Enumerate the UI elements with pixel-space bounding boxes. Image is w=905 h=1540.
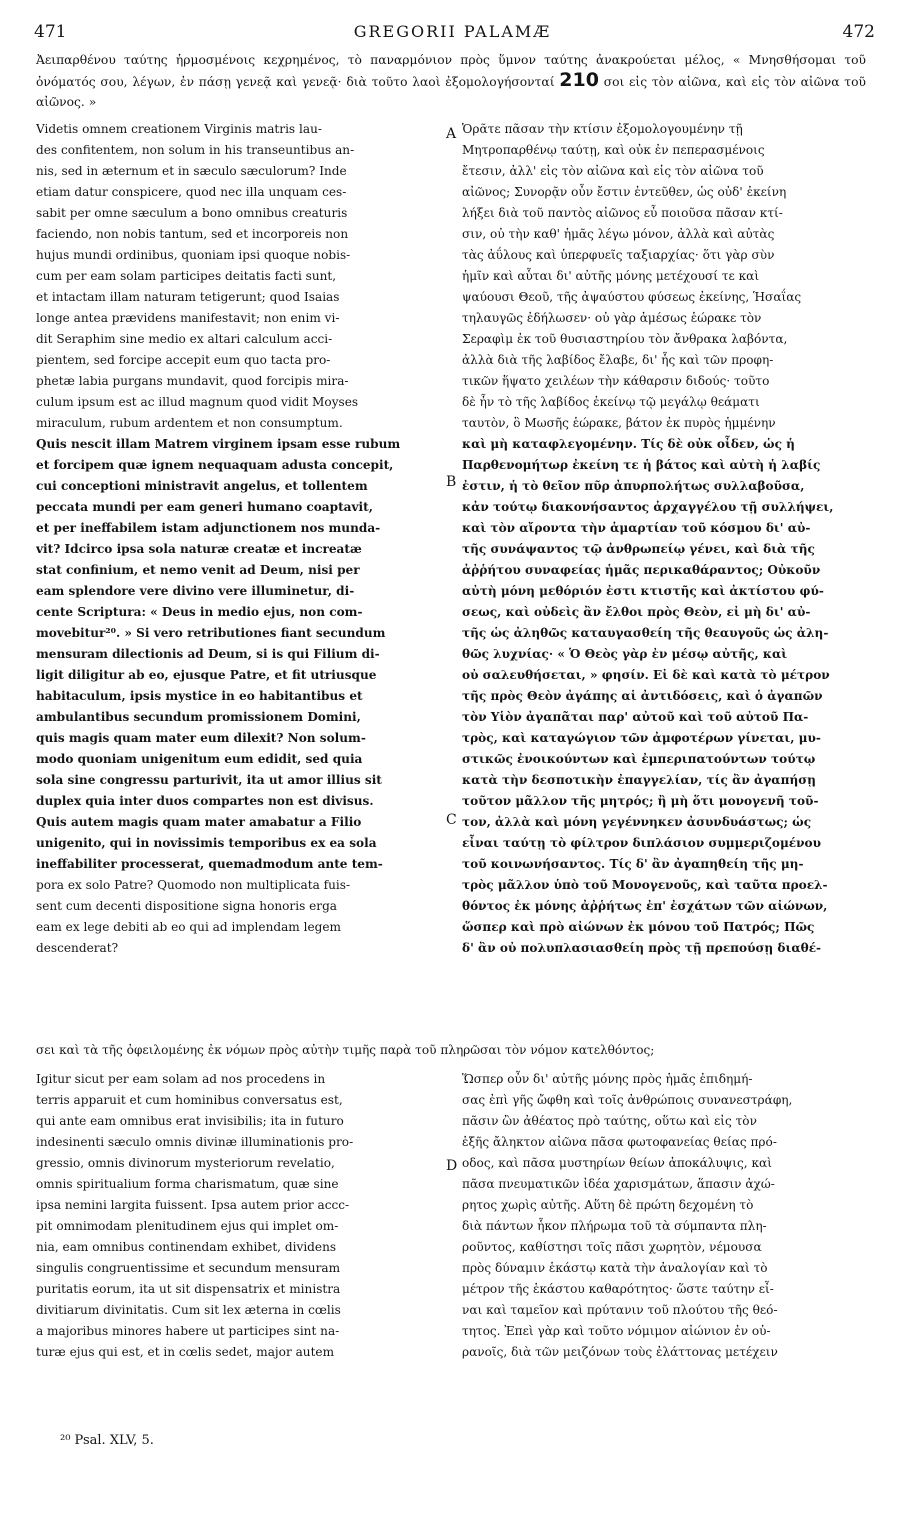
- text-line: στικῶς ἐνοικούντων καὶ ἐμπεριπατούντων τούτῳ: [462, 752, 816, 766]
- text-line: et intactam illam naturam tetigerunt; quod Isaias: [36, 290, 340, 304]
- text-line: Ὥσπερ οὖν δι' αὐτῆς μόνης πρὸς ἡμᾶς ἐπιδημή-: [462, 1072, 753, 1086]
- text-line: sola sine congressu parturivit, ita ut amor illius sit: [36, 773, 382, 787]
- text-line: ψαύουσι Θεοῦ, τῆς ἀψαύστου φύσεως ἐκείνης, Ἡσαΐας: [462, 290, 802, 304]
- page-header: [0, 20, 905, 44]
- text-line: a majoribus minores habere ut participes sint na-: [36, 1324, 340, 1338]
- footnote: ²⁰ Psal. XLV, 5.: [60, 1433, 154, 1448]
- text-line: τρὸς, καὶ καταγώγιον τῶν ἀμφοτέρων γίνεται, μυ-: [462, 731, 821, 745]
- text-line: dit Seraphim sine medio ex altari calculum acci-: [36, 332, 333, 346]
- text-line: cui conceptioni ministravit angelus, et tollentem: [36, 479, 368, 493]
- text-line: τοῦ κοινωνήσαντος. Τίς δ' ἂν ἀγαπηθείη τῆς μη-: [462, 857, 804, 871]
- text-line: ρανοῖς, διὰ τῶν μειζόνων τοὺς ἐλάττονας μετέχειν: [462, 1345, 778, 1359]
- text-line: καὶ τὸν αἴροντα τὴν ἁμαρτίαν τοῦ κόσμου δι' αὐ-: [462, 521, 811, 535]
- text-line: ambulantibus secundum promissionem Domini,: [36, 710, 361, 724]
- text-line: ρητος χωρὶς αὐτῆς. Αὕτη δὲ πρώτη δεχομένη τὸ: [462, 1198, 754, 1212]
- text-line: οδος, καὶ πᾶσα μυστηρίων θείων ἀποκάλυψις, καὶ: [462, 1156, 772, 1170]
- text-line: τῆς ὡς ἀληθῶς καταυγασθείη τῆς θεαυγοῦς ὡς ἀλη-: [462, 626, 829, 640]
- text-line: ἀῤῥήτου συναφείας ἡμᾶς περικαθάραντος; Οὐκοῦν: [462, 563, 821, 577]
- text-line: αἰῶνος; Συνορᾷν οὖν ἔστιν ἐντεῦθεν, ὡς οὐδ' ἐκείνη: [462, 185, 787, 199]
- text-line: τον, ἀλλὰ καὶ μόνη γεγέννηκεν ἀσυνδυάστως; ὡς: [462, 815, 812, 829]
- text-line: ἐστιν, ἡ τὸ θεῖον πῦρ ἀπυρπολήτως συλλαβοῦσα,: [462, 479, 805, 493]
- text-line: ταυτὸν, ὃ Μωσῆς ἑώρακε, βάτον ἐκ πυρὸς ἡμμένην: [462, 416, 776, 430]
- text-line: terris apparuit et cum hominibus conversatus est,: [36, 1093, 343, 1107]
- text-line: eam splendore vere divino vere illuminetur, di-: [36, 584, 355, 598]
- text-line: Videtis omnem creationem Virginis matris lau-: [36, 122, 322, 136]
- text-line: culum ipsum est ac illud magnum quod vidit Moyses: [36, 395, 359, 409]
- text-line: Ὁρᾶτε πᾶσαν τὴν κτίσιν ἐξομολογουμένην τῇ: [462, 122, 743, 136]
- continuation-text-after: σοι εἰς τὸν αἰῶνα, καὶ εἰς τὸν αἰῶνα τοῦ αἰῶνος. »: [36, 75, 866, 109]
- column-number-marker: 210: [559, 69, 599, 91]
- greek-continuation-block: [36, 50, 866, 112]
- text-line: phetæ labia purgans mundavit, quod forcipis mira-: [36, 374, 349, 388]
- text-line: pora ex solo Patre? Quomodo non multiplicata fuis-: [36, 878, 351, 892]
- text-line: σας ἐπὶ γῆς ὤφθη καὶ τοῖς ἀνθρώποις συνανεστράφη,: [462, 1093, 793, 1107]
- section-marker-b: B: [446, 474, 457, 490]
- text-line: sabit per omne sæculum a bono omnibus creaturis: [36, 206, 348, 220]
- text-line: κἀν τούτῳ διακονήσαντος ἀρχαγγέλου τῇ συλλήψει,: [462, 500, 834, 514]
- running-title: GREGORII PALAMÆ: [353, 22, 552, 41]
- text-line: δ' ἂν οὐ πολυπλασιασθείη πρὸς τῇ πρεπούσῃ διαθέ-: [462, 941, 822, 955]
- text-line: ἔτεσιν, ἀλλ' εἰς τὸν αἰῶνα καὶ εἰς τὸν αἰῶνα τοῦ: [462, 164, 764, 178]
- text-line: σεως, καὶ οὐδεὶς ἂν ἔλθοι πρὸς Θεὸν, εἰ μὴ δι' αὐ-: [462, 605, 811, 619]
- text-line: τῆς συνάψαντος τῷ ἀνθρωπείῳ γένει, καὶ διὰ τῆς: [462, 542, 815, 556]
- text-line: θῶς λυχνίας· « Ὁ Θεὸς γὰρ ἐν μέσῳ αὐτῆς, καὶ: [462, 647, 788, 661]
- section-marker-a: A: [446, 126, 457, 142]
- text-line: sent cum decenti dispositione signa honoris erga: [36, 899, 338, 913]
- continuation-text-before: Ἀειπαρθένου ταύτης ἡρμοσμένοις κεχρημένος, τὸ παναρμόνιον πρὸς ὕμνον ταύτης ἀνακρούεται μέλος, « Μνησθήσομαι τοῦ ὀνόματός σου, λέγων, ἐν πάσῃ γενεᾷ καὶ γενεᾷ· διὰ τοῦτο λαοὶ ἐξομολογήσονταί: [36, 53, 866, 89]
- text-line: πᾶσιν ὢν ἀθέατος πρὸ ταύτης, οὕτω καὶ εἰς τὸν: [462, 1114, 757, 1128]
- text-line: divitiarum divinitatis. Cum sit lex æterna in cœlis: [36, 1303, 341, 1317]
- text-line: singulis congruentissime et secundum mensuram: [36, 1261, 341, 1275]
- text-line: unigenito, qui in novissimis temporibus ex ea sola: [36, 836, 377, 850]
- text-line: τητος. Ἐπεὶ γὰρ καὶ τοῦτο νόμιμον αἰώνιον ἐν οὐ-: [462, 1324, 771, 1338]
- greek-column-1: [462, 119, 874, 959]
- text-line: πρὸς δύναμιν ἑκάστῳ κατὰ τὴν ἀναλογίαν καὶ τὸ: [462, 1261, 768, 1275]
- text-line: gressio, omnis divinorum mysteriorum revelatio,: [36, 1156, 335, 1170]
- text-line: cente Scriptura: « Deus in medio ejus, non com-: [36, 605, 363, 619]
- text-line: τικῶν ἥψατο χειλέων τὴν κάθαρσιν διδούς· τοῦτο: [462, 374, 770, 388]
- text-line: eam ex lege debiti ab eo qui ad implendam legem: [36, 920, 342, 934]
- text-line: τῆς πρὸς Θεὸν ἀγάπης αἱ ἀντιδόσεις, καὶ ὁ ἀγαπῶν: [462, 689, 823, 703]
- text-line: vit? Idcirco ipsa sola naturæ creatæ et increatæ: [36, 542, 362, 556]
- text-line: Παρθενομήτωρ ἐκείνη τε ἡ βάτος καὶ αὐτὴ ἡ λαβίς: [462, 458, 821, 472]
- text-line: ineffabiliter processerat, quemadmodum ante tem-: [36, 857, 383, 871]
- text-line: puritatis eorum, ita ut sit dispensatrix et ministra: [36, 1282, 341, 1296]
- text-line: mensuram dilectionis ad Deum, si is qui Filium di-: [36, 647, 380, 661]
- text-line: τοῦτον μᾶλλον τῆς μητρός; ἢ μὴ ὅτι μονογενῆ τοῦ-: [462, 794, 819, 808]
- text-line: pit omnimodam plenitudinem ejus qui implet om-: [36, 1219, 339, 1233]
- page-number-left: 471: [34, 22, 67, 42]
- text-line: peccata mundi per eam generi humano coaptavit,: [36, 500, 373, 514]
- section-marker-c: C: [446, 812, 457, 828]
- text-line: quis magis quam mater eum dilexit? Non solum-: [36, 731, 366, 745]
- text-line: τρὸς μᾶλλον ὑπὸ τοῦ Μονογενοῦς, καὶ ταῦτα προελ-: [462, 878, 828, 892]
- text-line: ἡμῖν καὶ αὗται δι' αὐτῆς μόνης μετέχουσί τε καὶ: [462, 269, 760, 283]
- text-line: οὐ σαλευθήσεται, » φησίν. Εἰ δὲ καὶ κατὰ τὸ μέτρον: [462, 668, 830, 682]
- text-line: μέτρον τῆς ἑκάστου καθαρότητος· ὥστε ταύτην εἶ-: [462, 1282, 774, 1296]
- text-line: indesinenti sæculo omnis divinæ illuminationis pro-: [36, 1135, 354, 1149]
- text-line: modo quoniam unigenitum eum edidit, sed quia: [36, 752, 363, 766]
- text-line: miraculum, rubum ardentem et non consumptum.: [36, 416, 343, 430]
- text-line: etiam datur conspicere, quod nec illa unquam ces-: [36, 185, 347, 199]
- text-line: Μητροπαρθένῳ ταύτῃ, καὶ οὐκ ἐν πεπερασμένοις: [462, 143, 765, 157]
- text-line: ὥσπερ καὶ πρὸ αἰώνων ἐκ μόνου τοῦ Πατρός; Πῶς: [462, 920, 815, 934]
- text-line: qui ante eam omnibus erat invisibilis; ita in futuro: [36, 1114, 344, 1128]
- text-line: ἀλλὰ διὰ τῆς λαβίδος ἔλαβε, δι' ἧς καὶ τῶν προφη-: [462, 353, 774, 367]
- text-line: et per ineffabilem istam adjunctionem nos munda-: [36, 521, 381, 535]
- text-line: hujus mundi ordinibus, quoniam ipsi quoque nobis-: [36, 248, 351, 262]
- latin-column-2: [36, 1069, 454, 1363]
- text-line: αὐτὴ μόνη μεθόριόν ἐστι κτιστῆς καὶ ἀκτίστου φύ-: [462, 584, 824, 598]
- text-line: λήξει διὰ τοῦ παντὸς αἰῶνος εὖ ποιοῦσα πᾶσαν κτί-: [462, 206, 783, 220]
- text-line: turæ ejus qui est, et in cœlis sedet, major autem: [36, 1345, 335, 1359]
- text-line: Quis nescit illam Matrem virginem ipsam esse rubum: [36, 437, 401, 451]
- separator-line: σει καὶ τὰ τῆς ὀφειλομένης ἐκ νόμων πρὸς αὐτὴν τιμῆς παρὰ τοῦ πληρῶσαι τὸν νόμον κατελθόντος;: [36, 1043, 655, 1057]
- text-line: τηλαυγῶς ἐδήλωσεν· οὐ γὰρ ἀμέσως ἑώρακε τὸν: [462, 311, 762, 325]
- text-line: et forcipem quæ ignem nequaquam adusta concepit,: [36, 458, 394, 472]
- text-line: longe antea prævidens manifestavit; non enim vi-: [36, 311, 340, 325]
- text-line: stat confinium, et nemo venit ad Deum, nisi per: [36, 563, 360, 577]
- text-line: ροῦντος, καθίστησι τοῖς πᾶσι χωρητὸν, νέμουσα: [462, 1240, 762, 1254]
- text-line: εἶναι ταύτῃ τὸ φίλτρον διπλάσιον συμμεριζομένου: [462, 836, 822, 850]
- text-line: pientem, sed forcipe accepit eum quo tacta pro-: [36, 353, 331, 367]
- text-line: duplex quia inter duos compartes non est divisus.: [36, 794, 374, 808]
- text-line: des confitentem, non solum in his transeuntibus an-: [36, 143, 355, 157]
- text-line: Igitur sicut per eam solam ad nos procedens in: [36, 1072, 326, 1086]
- text-line: omnis spiritualium forma charismatum, quæ sine: [36, 1177, 339, 1191]
- text-line: habitaculum, ipsis mystice in eo habitantibus et: [36, 689, 363, 703]
- text-line: τὰς ἀΰλους καὶ ὑπερφυεῖς ταξιαρχίας· ὅτι γὰρ σὺν: [462, 248, 775, 262]
- text-line: cum per eam solam participes deitatis facti sunt,: [36, 269, 337, 283]
- text-line: δὲ ἦν τὸ τῆς λαβίδος ἐκείνῳ τῷ μεγάλῳ θεάματι: [462, 395, 760, 409]
- text-line: Quis autem magis quam mater amabatur a Filio: [36, 815, 362, 829]
- text-line: Σεραφὶμ ἐκ τοῦ θυσιαστηρίου τὸν ἄνθρακα λαβόντα,: [462, 332, 788, 346]
- greek-column-2: [462, 1069, 874, 1363]
- text-line: θόντος ἐκ μόνης ἀῤῥήτως ἐπ' ἐσχάτων τῶν αἰώνων,: [462, 899, 828, 913]
- text-line: πᾶσα πνευματικῶν ἰδέα χαρισμάτων, ἅπασιν ἀχώ-: [462, 1177, 775, 1191]
- text-line: καὶ μὴ καταφλεγομένην. Τίς δὲ οὐκ οἶδεν, ὡς ἡ: [462, 437, 795, 451]
- text-line: σιν, οὐ τὴν καθ' ἡμᾶς λέγω μόνον, ἀλλὰ καὶ αὐτὰς: [462, 227, 775, 241]
- text-line: movebitur²⁰. » Si vero retributiones fiant secundum: [36, 626, 386, 640]
- text-line: τὸν Υἱὸν ἀγαπᾶται παρ' αὐτοῦ καὶ τοῦ αὐτοῦ Πα-: [462, 710, 809, 724]
- section-marker-d: D: [446, 1158, 458, 1174]
- page-number-right: 472: [842, 22, 875, 42]
- text-line: κατὰ τὴν δεσποτικὴν ἐπαγγελίαν, τίς ἂν ἀγαπήσῃ: [462, 773, 816, 787]
- text-line: ipsa nemini largita fuissent. Ipsa autem prior accc-: [36, 1198, 350, 1212]
- text-line: ligit diligitur ab eo, ejusque Patre, et fit utriusque: [36, 668, 377, 682]
- text-line: διὰ πάντων ἧκον πλήρωμα τοῦ τὰ σύμπαντα πλη-: [462, 1219, 767, 1233]
- text-line: ἑξῆς ἄληκτον αἰῶνα πᾶσα φωτοφανείας θείας πρό-: [462, 1135, 777, 1149]
- text-line: nis, sed in æternum et in sæculo sæculorum? Inde: [36, 164, 347, 178]
- text-line: ναι καὶ ταμεῖον καὶ πρύτανιν τοῦ πλούτου τῆς θεό-: [462, 1303, 778, 1317]
- latin-column-1: [36, 119, 457, 959]
- text-line: nia, eam omnibus continendam exhibet, dividens: [36, 1240, 337, 1254]
- text-line: descenderat?: [36, 941, 119, 955]
- text-line: faciendo, non nobis tantum, sed et incorporeis non: [36, 227, 349, 241]
